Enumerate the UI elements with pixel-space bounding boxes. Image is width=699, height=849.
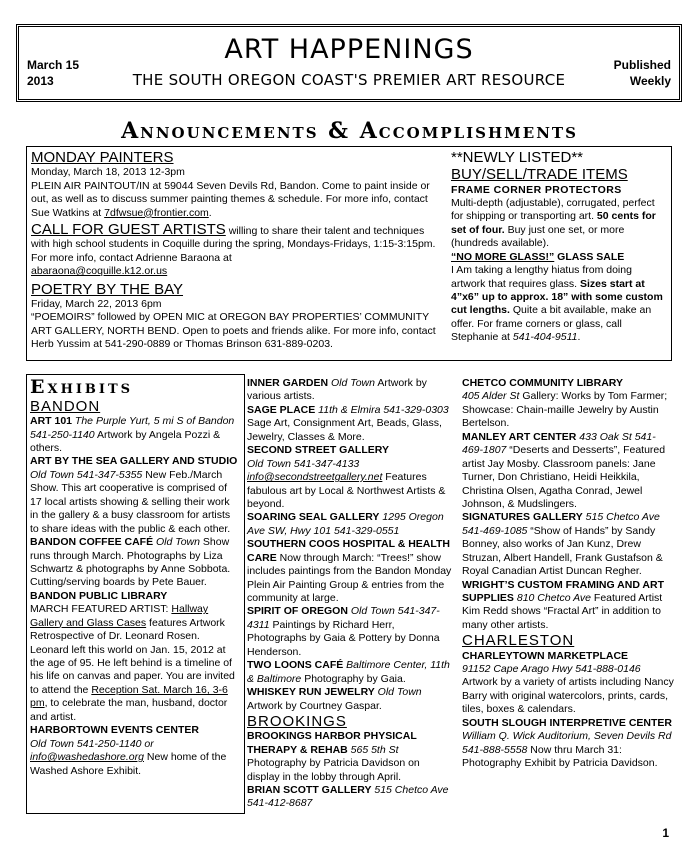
list-item <box>462 579 674 633</box>
frame-corner-title: FRAME CORNER PROTECTORS <box>451 183 622 196</box>
list-item <box>247 444 452 511</box>
venue-name: BANDON PUBLIC LIBRARY <box>30 589 168 602</box>
page-number: 1 <box>662 826 669 840</box>
venue-description: “Deserts and Desserts”, Featured artist Jay Mosby. Classroom panels: Jane Turner, Don Christiano, Heidi Heikkila, Christina Olsen, Agatha Conrad, Jewel Johnson, & Mudslingers. <box>462 444 666 510</box>
venue-description: Paintings by Richard Herr, Photographs by Gaia & Pottery by Donna Henderson. <box>247 618 440 658</box>
section-banner: Announcements & Accomplishments <box>121 118 578 144</box>
poetry-text: “POEMOIRS” followed by OPEN MIC at OREGON BAY PROPERTIES’ COMMUNITY ART GALLERY, NORTH BEND. Open to poets and friends alike. For more info, contact Herb Yussim at 541-290-0889 or Thomas Brinson 631-889-0203. <box>31 311 436 351</box>
frame-corner-price: 50 cents for set of four. <box>451 210 656 236</box>
publication-frequency <box>614 57 671 89</box>
monday-painters-body: PLEIN AIR PAINTOUT/IN at 59044 Seven Devils Rd, Bandon. Come to paint inside or out, as well as to discuss summer painting themes & schedule. For more info, contact Sue Watkins at <box>31 179 430 219</box>
venue-name: ART BY THE SEA GALLERY AND STUDIO <box>30 455 238 468</box>
list-item <box>247 659 452 686</box>
newly-listed-title: **NEWLY LISTED** <box>451 149 583 166</box>
venue-name: SPIRIT OF OREGON <box>247 605 348 618</box>
venue-name: WRIGHT’S CUSTOM FRAMING AND ART SUPPLIES <box>462 578 665 604</box>
bandon-heading: BANDON <box>30 397 101 415</box>
venue-name: ART 101 <box>30 415 73 428</box>
list-item <box>247 686 452 713</box>
poetry-when: Friday, March 22, 2013 6pm <box>31 298 162 310</box>
list-item <box>462 431 674 512</box>
venue-address: 433 Oak St 541-469-1807 <box>462 430 656 457</box>
venue-name: MANLEY ART CENTER <box>462 430 577 443</box>
issue-date-month: March 15 <box>27 58 80 72</box>
list-item <box>462 377 674 431</box>
venue-name: INNER GARDEN <box>247 377 329 389</box>
venue-name: SAGE PLACE <box>247 403 316 416</box>
venue-description: New home of the Washed Ashore Exhibit. <box>30 751 227 777</box>
monday-painters-when: Monday, March 18, 2013 12-3pm <box>31 166 185 179</box>
stephanie-phone: 541-404-9511 <box>512 331 578 344</box>
monday-painters-title: MONDAY PAINTERS <box>31 149 174 166</box>
venue-name: SIGNATURES GALLERY <box>462 511 583 524</box>
charleston-heading: CHARLESTON <box>462 632 575 650</box>
list-item <box>30 724 240 778</box>
venue-address: 1295 Oregon Ave SW, Hwy 101 541-329-0551 <box>247 511 444 537</box>
venue-description: Featured Artist Kim Redd shows “Fractal Art” in addition to many other artists. <box>462 592 663 631</box>
guest-artists-text: willing to share their talent and techniques with high school students in Coquille during the spring, Mondays-Fridays, 1:15-3:15pm. For more info, contact Adrienne Baraona at <box>31 225 436 264</box>
guest-artists-paragraph <box>31 221 441 279</box>
venue-address: Old Town 541-347-4311 <box>247 605 440 631</box>
venue-description: Features fabulous art by Local & Northwest Artists & beyond. <box>247 471 446 510</box>
venue-description: Gallery: Works by Tom Farmer; Showcase: Chain-maille Jewelry by Austin Bertelson. <box>462 390 668 430</box>
exhibits-column-1 <box>30 377 240 778</box>
glass-sale-tail: Quite a bit available, make an offer. For frame corners or glass, call Stephanie at <box>451 304 652 344</box>
venue-address: 515 Chetco Ave 541-469-1085 <box>462 511 660 537</box>
venue-description: “Show of Hands” by Sandy Bonney, also works of Jan Kunz, Drew Struzan, Albert Handell, Frank Gustafson & Royal Canadian Artist Duncan Regher. <box>462 524 663 578</box>
venue-address: Baltimore Center, 11th & Baltimore <box>247 659 450 685</box>
guest-artists-title: CALL FOR GUEST ARTISTS <box>31 221 226 238</box>
venue-description: MARCH FEATURED ARTIST: <box>30 603 172 616</box>
venue-description: Now through March: “Trees!” show includes paintings from the Bandon Monday Plein Air Painting Group & entries from the community at large. <box>247 551 452 604</box>
poetry-title: POETRY BY THE BAY <box>31 280 184 298</box>
venue-name: SOUTH SLOUGH INTERPRETIVE CENTER <box>462 716 673 729</box>
announcements-left <box>31 149 441 352</box>
venue-address: Old Town 541-347-5355 <box>30 468 143 481</box>
list-item <box>30 590 240 724</box>
venue-description: Now thru March 31: Photography Exhibit by Patricia Davidson. <box>462 743 658 770</box>
glass-sale-body: I Am taking a lengthy hiatus from doing artwork that requires glass. <box>451 264 632 290</box>
published-label: Published <box>613 58 671 72</box>
venue-name: BRIAN SCOTT GALLERY <box>247 783 372 796</box>
venue-address: 405 Alder St <box>462 390 520 403</box>
venue-name: SOARING SEAL GALLERY <box>247 511 380 524</box>
venue-address: The Purple Yurt, 5 mi S of Bandon 541-250-1140 <box>30 415 235 441</box>
venue-description-underlined: Hallway Gallery and Glass Cases <box>30 603 209 629</box>
announcements-box <box>26 146 672 361</box>
newsletter-subtitle: THE SOUTH OREGON COAST'S PREMIER ART RESOURCE <box>132 71 566 89</box>
venue-description: Show runs through March. Photographs by Liza Schwartz & photographs by Anne Sobbota. Cutting/serving boards by Pete Bauer. <box>30 536 231 589</box>
venue-name: BROOKINGS HARBOR PHYSICAL THERAPY & REHAB <box>247 730 417 756</box>
list-item <box>30 536 240 590</box>
venue-address: William Q. Wick Auditorium, Seven Devils Rd 541-888-5558 <box>462 730 672 756</box>
brookings-heading: BROOKINGS <box>247 712 347 730</box>
list-item <box>247 730 452 784</box>
glass-sale-label: GLASS SALE <box>554 250 625 263</box>
venue-description: Artwork by a variety of artists including Nancy Barry with original watercolors, prints, cards, tiles, boxes & calendars. <box>462 676 674 716</box>
venue-name: BANDON COFFEE CAFÉ <box>30 536 154 549</box>
glass-sale-text <box>451 264 669 345</box>
venue-name: SOUTHERN COOS HOSPITAL & HEALTH CARE <box>247 538 451 564</box>
frame-corner-body: Multi-depth (adjustable), corrugated, perfect for shipping or transporting art. <box>451 196 655 223</box>
venue-description: features Artwork Retrospective of Dr. Leonard Rosen. Leonard left this world on Jan. 15, 2012 at the age of 95. He left behind is a timeline of his life on canvas and paper. You are invited to attend the <box>30 616 235 696</box>
masthead <box>16 24 682 102</box>
list-item <box>247 605 452 659</box>
newsletter-title: ART HAPPENINGS <box>224 34 474 65</box>
venue-address: 11th & Elmira 541-329-0303 <box>315 403 449 416</box>
no-more-glass-label: “NO MORE GLASS!” <box>451 250 555 263</box>
venue-description: Sage Art, Consignment Art, Beads, Glass, Jewelry, Classes & More. <box>247 417 442 443</box>
venue-description: Artwork by Angela Pozzi & others. <box>30 428 221 455</box>
list-item <box>247 404 452 444</box>
venue-name: HARBORTOWN EVENTS CENTER <box>30 724 199 737</box>
glass-sale-title <box>451 251 669 264</box>
venue-name: TWO LOONS CAFÉ <box>247 659 344 672</box>
reception-date: Reception Sat. March 16, 3-6 pm <box>30 683 228 710</box>
list-item <box>247 784 452 811</box>
frame-corner-tail: Buy just one set, or more (hundreds available). <box>451 223 625 250</box>
list-item <box>247 538 452 605</box>
venue-address: Old Town <box>374 686 422 699</box>
venue-name: CHETCO COMMUNITY LIBRARY <box>462 377 623 389</box>
venue-address: Old Town 541-250-1140 or <box>30 737 154 750</box>
venue-address: Old Town <box>328 377 375 389</box>
venue-address: Old Town 541-347-4133 <box>247 457 360 470</box>
venue-description: Photography by Gaia. <box>301 672 406 685</box>
list-item <box>462 511 674 578</box>
frame-corner-text <box>451 197 669 251</box>
exhibits-title: Exhibits <box>30 376 134 398</box>
list-item <box>462 717 674 771</box>
adrienne-email-link[interactable]: abaraona@coquille.k12.or.us <box>31 265 168 278</box>
venue-address: 515 Chetco Ave 541-412-8687 <box>247 783 449 810</box>
list-item <box>247 511 452 538</box>
monday-painters-tail: . <box>208 206 212 219</box>
glass-sale-end: . <box>577 331 581 344</box>
list-item <box>30 415 240 455</box>
venue-description: New Feb./March Show. This art cooperative is comprised of 17 local artists showing & selling their work in the gallery & a busy classroom for artists to share ideas with the public & each other. <box>30 468 231 535</box>
venue-description: Artwork by various artists. <box>247 377 427 403</box>
venue-name: SECOND STREET GALLERY <box>247 444 389 457</box>
venue-address: 810 Chetco Ave <box>513 592 591 604</box>
venue-description: , to celebrate the man, husband, doctor and artist. <box>30 697 228 723</box>
exhibits-column-3 <box>462 377 674 771</box>
venue-name: WHISKEY RUN JEWELRY <box>247 686 375 699</box>
exhibits-column-2 <box>247 377 452 811</box>
second-street-email-link[interactable]: info@secondstreetgallery.net <box>247 471 383 484</box>
sue-watkins-email-link[interactable]: 7dfwsue@frontier.com <box>104 206 209 219</box>
list-item <box>462 650 674 717</box>
venue-address: Old Town <box>153 536 200 549</box>
issue-date-year: 2013 <box>27 74 54 89</box>
buy-sell-trade-title: BUY/SELL/TRADE ITEMS <box>451 166 628 184</box>
venue-description: Photography by Patricia Davidson on display in the lobby through April. <box>247 757 420 783</box>
venue-name: CHARLEYTOWN MARKETPLACE <box>462 649 629 662</box>
list-item <box>247 377 452 404</box>
monday-painters-text <box>31 180 441 220</box>
glass-sale-sizes: Sizes start at 4”x6” up to approx. 18” with some custom cut lengths. <box>451 277 663 317</box>
venue-address: 91152 Cape Arago Hwy 541-888-0146 <box>462 663 641 675</box>
washed-ashore-email-link[interactable]: info@washedashore.org <box>30 751 144 764</box>
venue-address: 565 5th St <box>347 743 399 756</box>
weekly-label: Weekly <box>629 74 671 89</box>
list-item <box>30 455 240 536</box>
venue-description: Artwork by Courtney Gaspar. <box>247 699 382 712</box>
newly-listed-column <box>451 149 669 345</box>
